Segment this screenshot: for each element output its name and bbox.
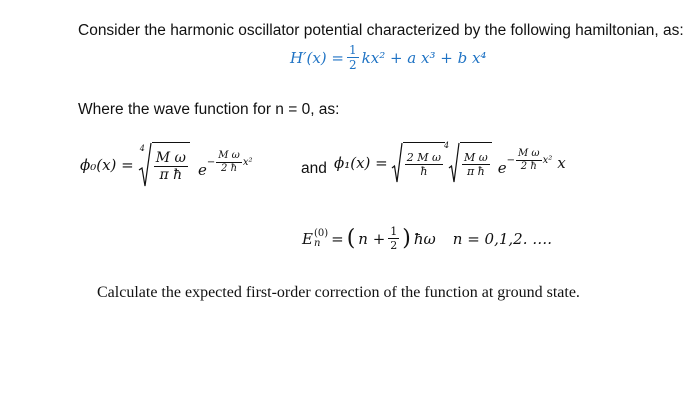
phi1-exponential: e − $\frac{\text{M ω}}{2 ħ}$ x² [497, 148, 553, 177]
phi0-exponential: e − $\frac{\text{M ω}}{2 ħ}$ x² [197, 150, 253, 179]
energy-range: n = 0,1,2. …. [452, 229, 553, 248]
phi1-rad2-num: M ω [463, 150, 488, 164]
hamiltonian-equation [290, 44, 486, 71]
phi0-exp-var: x² [242, 157, 253, 168]
phi1-exp-den: 2 ħ [520, 161, 537, 172]
phi0-fourth-root [138, 142, 190, 188]
phi0-root-index: 4 [139, 144, 145, 153]
hamiltonian-half-den: 2 [349, 58, 357, 72]
energy-close-paren: ) [402, 225, 411, 251]
energy-subscript: n [313, 237, 321, 249]
energy-half-num: 1 [390, 225, 398, 238]
hamiltonian-rest: kx² + a x³ + b x⁴ [361, 48, 487, 67]
energy-eq: = [331, 229, 344, 248]
phi1-lhs: ϕ₁(x) = [334, 154, 388, 172]
phi0-exp-base: e [197, 161, 207, 179]
phi1-exp-num: M ω [518, 148, 540, 159]
phi0-rad-den: π ħ [159, 166, 183, 183]
phi1-tail: x [557, 154, 566, 172]
energy-symbol: E [302, 229, 313, 248]
phi1-fourth-root [443, 141, 492, 184]
energy-half-fraction [388, 226, 399, 251]
energy-superscript: (0) [313, 227, 329, 239]
phi1-rad2-fraction [462, 152, 490, 177]
radical-icon [391, 142, 403, 184]
phi1-rad1-num: 2 M ω [406, 150, 441, 164]
phi1-square-root [391, 142, 445, 184]
phi0-exp-fraction [216, 151, 242, 174]
question-text: Calculate the expected first-order correction of the function at ground state. [97, 284, 580, 301]
radical-icon [138, 142, 152, 188]
wave-intro-text: Where the wave function for n = 0, as: [78, 101, 340, 118]
phi1-exp-fraction [516, 149, 542, 172]
energy-n: n + [358, 229, 386, 248]
phi1-rad2-den: π ħ [466, 164, 485, 178]
phi1-root-index: 4 [443, 141, 450, 150]
phi1-rad1-fraction [405, 152, 443, 177]
energy-hw: ħω [413, 229, 436, 248]
radical-icon [443, 141, 460, 184]
energy-lhs [302, 229, 328, 249]
energy-open-paren: ( [346, 225, 356, 251]
phi1-exp-var: x² [542, 155, 553, 166]
phi0-lhs: ϕ₀(x) = [80, 156, 134, 174]
energy-equation [302, 226, 552, 251]
hamiltonian-half-num: 1 [349, 43, 357, 57]
phi1-exp-base: e [497, 159, 507, 177]
hamiltonian-lhs: H′(x) = [290, 48, 344, 67]
phi0-exp-num: M ω [218, 150, 240, 161]
connector-and: and [301, 160, 327, 177]
phi1-rad1-den: ħ [420, 164, 428, 178]
phi0-rad-num: M ω [155, 149, 186, 166]
phi0-exp-den: 2 ħ [221, 163, 238, 174]
intro-text: Consider the harmonic oscillator potential characterized by the following hamiltonian, as: [78, 22, 684, 39]
energy-half-den: 2 [390, 239, 398, 252]
phi1-equation [334, 142, 566, 184]
hamiltonian-half-fraction [347, 44, 359, 71]
phi0-radicand-fraction [154, 151, 188, 182]
phi0-equation [80, 142, 252, 188]
